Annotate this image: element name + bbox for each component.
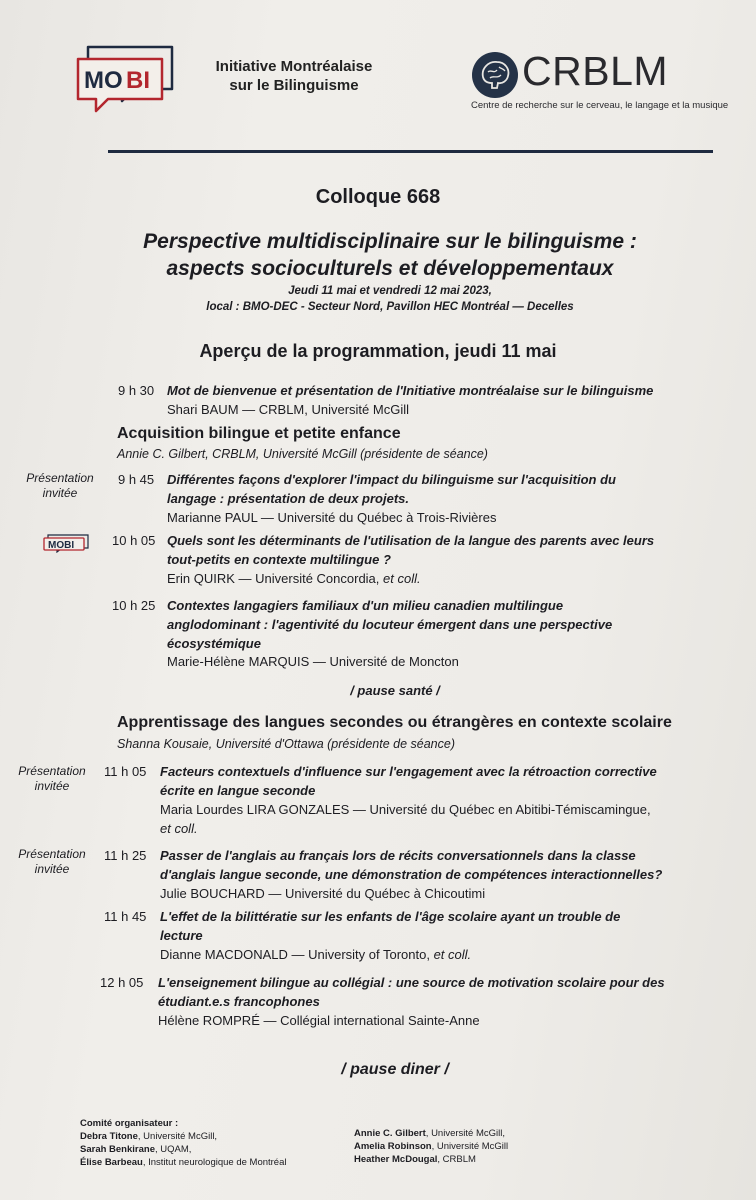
talk-time: 11 h 45 xyxy=(104,909,147,924)
member-affil: , Université McGill xyxy=(431,1141,509,1152)
session1-chair: Annie C. Gilbert, CRBLM, Université McGill (présidente de séance) xyxy=(117,447,488,461)
committee-member xyxy=(354,1153,508,1166)
talk-speaker-coll: et coll. xyxy=(433,947,472,962)
pause-sante: / pause santé / xyxy=(350,683,440,698)
invited-label xyxy=(6,847,98,877)
svg-text:MO: MO xyxy=(84,67,123,94)
member-affil: , UQAM, xyxy=(154,1144,192,1155)
invited-label-line1: Présentation xyxy=(18,847,86,861)
mobi-title-line2: sur le Bilinguisme xyxy=(229,77,359,94)
talk-title xyxy=(160,907,740,945)
brain-icon xyxy=(470,50,520,100)
event-dates-line1: Jeudi 11 mai et vendredi 12 mai 2023, xyxy=(288,285,492,297)
mobi-badge-icon xyxy=(42,533,92,553)
committee-heading: Comité organisateur : xyxy=(80,1118,179,1129)
talk-title-line1: Passer de l'anglais au français lors de récits conversationnels dans la classe xyxy=(160,848,636,863)
event-location: local : BMO-DEC - Secteur Nord, Pavillon HEC Montréal — Decelles xyxy=(206,301,574,313)
invited-label-line1: Présentation xyxy=(18,764,86,778)
talk-speaker xyxy=(160,945,471,964)
event-dates xyxy=(60,283,720,315)
member-affil: , Université McGill, xyxy=(425,1128,505,1139)
talk-time: 11 h 05 xyxy=(104,764,147,779)
member-name: Heather McDougal xyxy=(354,1154,438,1165)
talk-speaker: Julie BOUCHARD — Université du Québec à Chicoutimi xyxy=(160,886,486,901)
talk-speaker-name: Dianne MACDONALD — University of Toronto, xyxy=(160,947,434,962)
welcome-title: Mot de bienvenue et présentation de l'Initiative montréalaise sur le bilinguisme xyxy=(167,383,654,398)
talk-title xyxy=(160,846,750,884)
program-heading: Aperçu de la programmation, jeudi 11 mai xyxy=(199,341,557,361)
committee-left xyxy=(80,1117,287,1169)
talk-title xyxy=(167,596,727,653)
session2-title: Apprentissage des langues secondes ou étrangères en contexte scolaire xyxy=(117,714,672,731)
talk-title-line1: Facteurs contextuels d'influence sur l'engagement avec la rétroaction corrective xyxy=(160,764,657,779)
talk-speaker xyxy=(167,569,421,588)
mobi-title xyxy=(204,57,384,95)
member-name: Amelia Robinson xyxy=(354,1141,432,1152)
talk-title xyxy=(158,973,750,1011)
crblm-subtitle: Centre de recherche sur le cerveau, le langage et la musique xyxy=(471,100,729,111)
talk-speaker-coll: et coll. xyxy=(160,821,198,836)
invited-label-line1: Présentation xyxy=(26,471,94,485)
talk-title-line3: écosystémique xyxy=(167,636,261,651)
header-rule xyxy=(108,150,713,153)
talk-speaker: Hélène ROMPRÉ — Collégial international Sainte-Anne xyxy=(158,1013,480,1028)
event-title xyxy=(60,228,720,282)
talk-title-line2: étudiant.e.s francophones xyxy=(158,994,320,1009)
talk-speaker-name: Erin QUIRK — Université Concordia, xyxy=(167,571,384,586)
talk-title-line1: Contextes langagiers familiaux d'un milieu canadien multilingue xyxy=(167,598,564,613)
talk-time: 9 h 45 xyxy=(118,472,155,487)
talk-title-line2: lecture xyxy=(160,928,203,943)
invited-label-line2: invitée xyxy=(34,862,70,876)
session2-chair: Shanna Kousaie, Université d'Ottawa (présidente de séance) xyxy=(117,737,456,751)
member-name: Annie C. Gilbert xyxy=(354,1128,426,1139)
talk-speaker-coll: et coll. xyxy=(383,571,421,586)
talk-title xyxy=(167,531,737,569)
invited-label xyxy=(6,764,98,794)
session1-title: Acquisition bilingue et petite enfance xyxy=(117,425,401,442)
member-affil: , Université McGill, xyxy=(137,1131,218,1142)
member-affil: , Institut neurologique de Montréal xyxy=(142,1157,287,1168)
talk-title-line1: Différentes façons d'explorer l'impact du bilinguisme sur l'acquisition du xyxy=(167,472,616,487)
member-affil: , CRBLM xyxy=(437,1154,476,1165)
mobi-logo-text: BI xyxy=(126,67,150,94)
committee-member xyxy=(354,1127,508,1140)
talk-time: 10 h 25 xyxy=(112,598,156,613)
talk-title xyxy=(160,762,740,800)
event-title-line1: Perspective multidisciplinaire sur le bilinguisme : xyxy=(143,230,637,253)
mobi-badge-text: MOBI xyxy=(48,540,75,551)
talk-title-line2: d'anglais langue seconde, une démonstration de compétences interactionnelles? xyxy=(160,867,663,882)
committee-member xyxy=(80,1143,287,1156)
talk-title-line2: tout-petits en contexte multilingue ? xyxy=(167,552,391,567)
invited-label-line2: invitée xyxy=(42,486,78,500)
crblm-name: CRBLM xyxy=(522,48,669,94)
talk-speaker-line1: Maria Lourdes LIRA GONZALES — Université du Québec en Abitibi-Témiscamingue, xyxy=(160,802,651,817)
pause-diner: / pause diner / xyxy=(341,1061,449,1078)
welcome-speaker: Shari BAUM — CRBLM, Université McGill xyxy=(167,402,409,417)
talk-speaker: Marianne PAUL — Université du Québec à Trois-Rivières xyxy=(167,510,497,525)
member-name: Debra Titone xyxy=(80,1131,138,1142)
member-name: Sarah Benkirane xyxy=(80,1144,155,1155)
member-name: Élise Barbeau xyxy=(80,1157,143,1168)
invited-label xyxy=(14,471,106,501)
talk-title-line1: L'enseignement bilingue au collégial : une source de motivation scolaire pour des xyxy=(158,975,665,990)
invited-label-line2: invitée xyxy=(34,779,70,793)
talk-speaker: Marie-Hélène MARQUIS — Université de Moncton xyxy=(167,654,459,669)
committee-member xyxy=(354,1140,508,1153)
talk-title-line1: Quels sont les déterminants de l'utilisation de la langue des parents avec leurs xyxy=(167,533,655,548)
event-title-line2: aspects socioculturels et développementaux xyxy=(166,257,614,280)
talk-title-line2: langage : présentation de deux projets. xyxy=(167,491,409,506)
talk-title-line2: écrite en langue seconde xyxy=(160,783,316,798)
talk-time: 10 h 05 xyxy=(112,533,156,548)
committee-member xyxy=(80,1130,287,1143)
talk-title xyxy=(167,470,727,508)
colloque-number: Colloque 668 xyxy=(315,186,441,208)
welcome-time: 9 h 30 xyxy=(118,383,155,398)
talk-speaker xyxy=(160,800,750,838)
talk-title-line2: anglodominant : l'agentivité du locuteur émergent dans une perspective xyxy=(167,617,613,632)
talk-title-line1: L'effet de la bilittératie sur les enfants de l'âge scolaire ayant un trouble de xyxy=(160,909,621,924)
mobi-title-line1: Initiative Montréalaise xyxy=(215,58,373,75)
committee-member xyxy=(80,1156,287,1169)
talk-time: 12 h 05 xyxy=(100,975,144,990)
committee-right xyxy=(354,1127,508,1166)
talk-time: 11 h 25 xyxy=(104,848,147,863)
mobi-logo xyxy=(74,37,192,115)
